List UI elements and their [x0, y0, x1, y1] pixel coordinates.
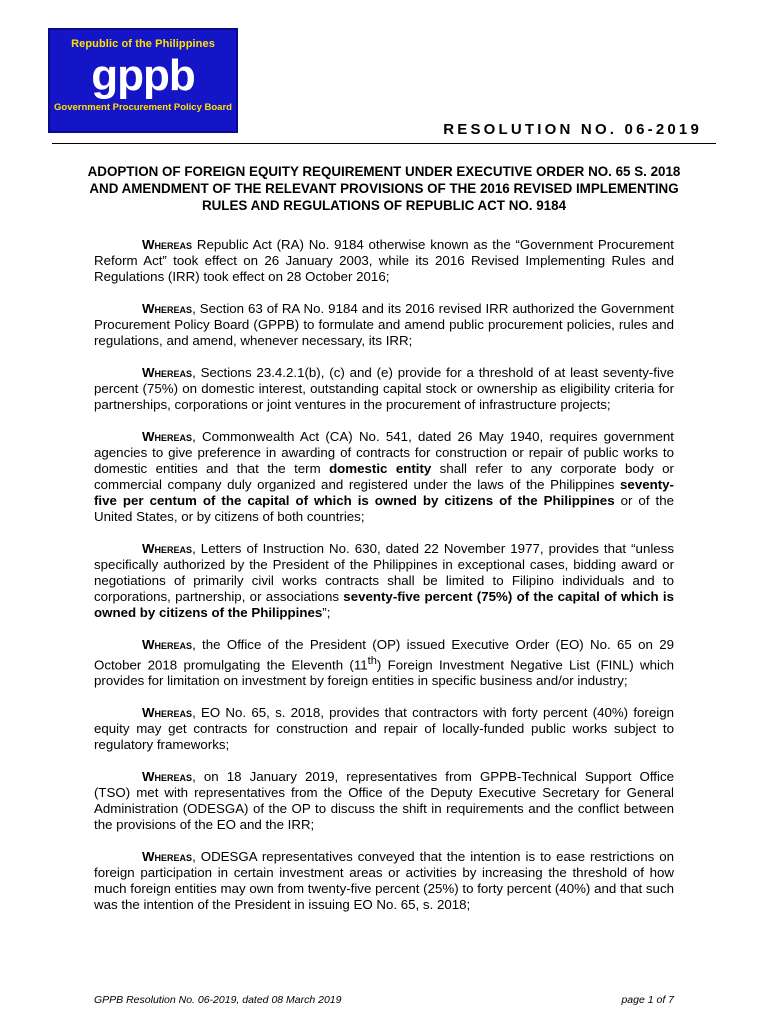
whereas-paragraph-4: Whereas, Commonwealth Act (CA) No. 541, dated 26 May 1940, requires government agencies to give preference in awarding of contracts for construction or repair of public works to domestic entities and that the term domestic entity shall refer to any corporate body or commercial company duly organized and registered under the laws of the Philippines seventy-five per centum of the capital of which is owned by citizens of the Philippines or of the United States, or by citizens of both countries;	[94, 429, 674, 524]
whereas-paragraph-5: Whereas, Letters of Instruction No. 630, dated 22 November 1977, provides that “unless specifically authorized by the President of the Philippines in exceptional cases, bidding award or negotiations of primarily civil works contracts shall be limited to Filipino individuals and to corporations, partnership, or associations seventy-five percent (75%) of the capital of which is owned by citizens of the Philippines”;	[94, 541, 675, 620]
header-divider	[52, 143, 716, 144]
whereas-label: Whereas	[142, 849, 193, 865]
footer-resolution-ref: GPPB Resolution No. 06-2019, dated 08 March 2019	[94, 994, 342, 1006]
logo-republic-text: Republic of the Philippines	[71, 38, 215, 50]
page-footer	[94, 994, 674, 1006]
whereas-paragraph-7: Whereas, EO No. 65, s. 2018, provides that contractors with forty percent (40%) foreign equity may get contracts for construction and repair of locally-funded public works subject to regulatory frameworks;	[94, 705, 674, 753]
whereas-label: Whereas	[142, 637, 193, 652]
whereas-label: Whereas	[142, 429, 193, 444]
logo-board-text: Government Procurement Policy Board	[54, 102, 232, 113]
whereas-paragraph-2: Whereas, Section 63 of RA No. 9184 and its 2016 revised IRR authorized the Government Procurement Policy Board (GPPB) to formulate and amend public procurement policies, rules and regulations, and amend, whenever necessary, its IRR;	[94, 301, 674, 348]
page-number: page 1 of 7	[621, 994, 674, 1006]
resolution-title: ADOPTION OF FOREIGN EQUITY REQUIREMENT UNDER EXECUTIVE ORDER NO. 65 S. 2018 AND AMENDMENT OF THE RELEVANT PROVISIONS OF THE 2016 REVISED IMPLEMENTING RULES AND REGULATIONS OF REPUBLIC ACT NO. 9184	[87, 164, 681, 213]
gppb-logo	[48, 28, 238, 133]
whereas-paragraph-6: Whereas, the Office of the President (OP) issued Executive Order (EO) No. 65 on 29 October 2018 promulgating the Eleventh (11th) Foreign Investment Negative List (FINL) which provides for limitation on investment by foreign entities in specific business and/or industry;	[94, 637, 674, 689]
whereas-label: Whereas	[142, 541, 193, 556]
whereas-paragraph-3: Whereas, Sections 23.4.2.1(b), (c) and (e) provide for a threshold of at least seventy-five percent (75%) on domestic interest, outstanding capital stock or ownership as eligibility criteria for partnerships, corporations or joint ventures in the procurement of infrastructure projects;	[94, 365, 674, 412]
whereas-paragraph-8: Whereas, on 18 January 2019, representatives from GPPB-Technical Support Office (TSO) met with representatives from the Office of the Deputy Executive Secretary for General Administration (ODESGA) of the OP to discuss the shift in requirements and the conflict between the provisions of the EO and the IRR;	[94, 769, 674, 833]
whereas-paragraph-9: Whereas, ODESGA representatives conveyed that the intention is to ease restrictions on foreign participation in certain investment areas or activities by increasing the threshold of how much foreign entities may own from twenty-five percent (25%) to forty percent (40%) and that such was the intention of the President in issuing EO No. 65, s. 2018;	[94, 849, 674, 913]
whereas-paragraph-1: Whereas Republic Act (RA) No. 9184 otherwise known as the “Government Procurement Reform Act” took effect on 26 January 2003, while its 2016 Revised Implementing Rules and Regulations (IRR) took effect on 28 October 2016;	[94, 237, 674, 284]
resolution-number: RESOLUTION NO. 06-2019	[443, 121, 702, 138]
logo-gppb-mark: gppb	[91, 51, 195, 100]
whereas-label: Whereas	[142, 237, 193, 252]
whereas-label: Whereas	[142, 365, 193, 380]
document-body	[94, 237, 674, 929]
whereas-label: Whereas	[142, 705, 193, 721]
whereas-label: Whereas	[142, 301, 193, 316]
whereas-label: Whereas	[142, 769, 193, 785]
